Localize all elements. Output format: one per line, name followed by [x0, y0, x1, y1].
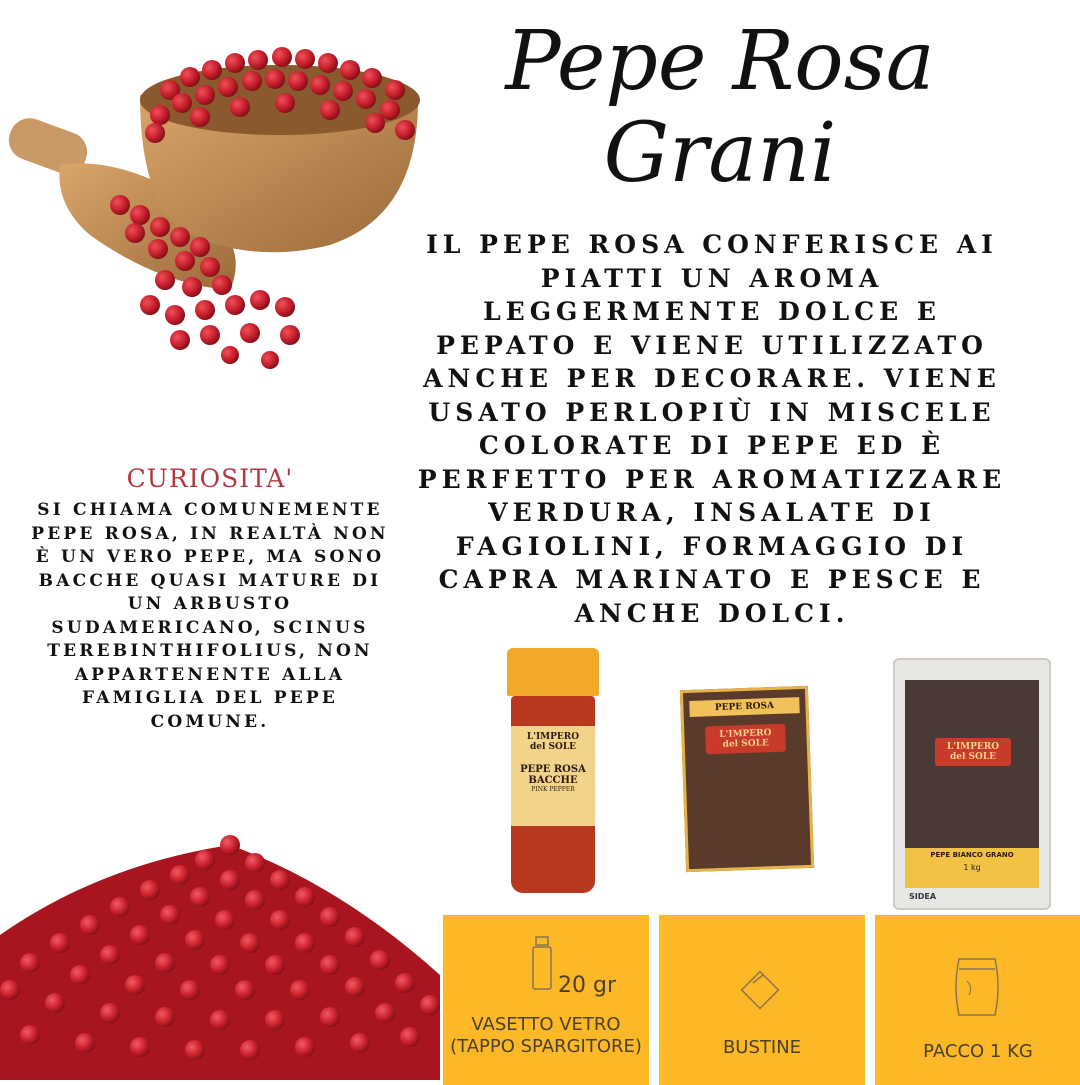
- pile-of-pink-pepper-image: [0, 825, 442, 1080]
- title-line-2: Grani: [603, 106, 837, 201]
- format-box-sachet: [659, 915, 865, 1085]
- format-box-jar: [443, 915, 649, 1085]
- jar-name-1: PEPE ROSA: [520, 764, 586, 775]
- curiosita-text: SI CHIAMA COMUNEMENTE PEPE ROSA, IN REALTÀ NON È UN VERO PEPE, MA SONO BACCHE QUASI MATURE DI UN ARBUSTO SUDAMERICANO, SCINUS TEREBINTHIFOLIUS, NON APPARTENENTE ALLA FAMIGLIA DEL PEPE COMUNE.: [31, 500, 389, 732]
- product-description: IL PEPE ROSA CONFERISCE AI PIATTI UN AROMA LEGGERMENTE DOLCE E PEPATO E VIENE UTILIZZATO ANCHE PER DECORARE. VIENE USATO PERLOPIÙ IN MISCELE COLORATE DI PEPE ED È PERFETTO PER AROMATIZZARE VERDURA, INSALATE DI FAGIOLINI, FORMAGGIO DI CAPRA MARINATO E PESCE E ANCHE DOLCI.: [417, 230, 1007, 628]
- glass-jar-icon: [531, 935, 553, 991]
- curiosita-heading: CURIOSITA': [126, 464, 294, 493]
- bag-brand-2: del SOLE: [949, 752, 997, 762]
- bag-name: PEPE BIANCO GRANO: [930, 851, 1014, 859]
- jar-cap: [507, 648, 599, 696]
- format-size: 20 gr: [558, 973, 616, 998]
- title-line-1: Pepe Rosa: [505, 14, 935, 109]
- bag-weight: 1 kg: [963, 863, 981, 872]
- bag-brand: [935, 738, 1011, 766]
- bag-brand-1: L'IMPERO: [946, 742, 1000, 752]
- product-bag: [893, 658, 1051, 910]
- bag-window: [905, 680, 1039, 855]
- sachet-brand: [705, 724, 786, 755]
- bag-label: [905, 848, 1039, 888]
- sachet-brand-1: L'IMPERO: [719, 728, 772, 740]
- jar-name-2: BACCHE: [528, 775, 578, 786]
- format-box-bag: [875, 915, 1080, 1085]
- sachet-brand-2: del SOLE: [722, 738, 769, 750]
- product-jar: [503, 648, 603, 893]
- jar-brand-2: del SOLE: [529, 742, 577, 752]
- jar-label: [511, 726, 595, 826]
- format-label-jar: VASETTO VETRO (TAPPO SPARGITORE): [450, 1014, 642, 1057]
- bag-icon: [951, 955, 1003, 1019]
- sachet-icon: [737, 967, 783, 1013]
- bowl-of-pink-pepper-image: [0, 15, 425, 375]
- format-label-sachet: BUSTINE: [722, 1037, 802, 1058]
- bag-maker: SIDEA: [909, 892, 937, 901]
- sachet-name: PEPE ROSA: [689, 697, 799, 717]
- page-title: [440, 16, 1000, 200]
- format-label-bag: PACCO 1 KG: [923, 1041, 1033, 1062]
- product-sachet: [680, 686, 814, 872]
- jar-brand-1: L'IMPERO: [526, 732, 580, 742]
- jar-name-3: PINK PEPPER: [531, 786, 575, 793]
